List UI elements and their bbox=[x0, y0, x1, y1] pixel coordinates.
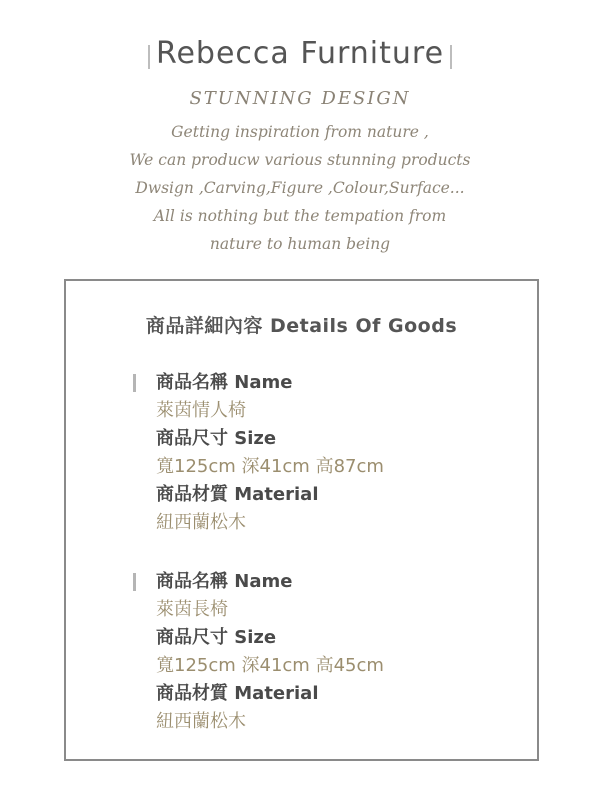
intro-line: Getting inspiration from nature , bbox=[171, 123, 429, 141]
product-size: 寬125cm 深41cm 高45cm bbox=[156, 655, 384, 676]
material-label: 商品材質 Material bbox=[156, 484, 319, 505]
product-marker bbox=[133, 573, 136, 591]
product-size: 寬125cm 深41cm 高87cm bbox=[156, 456, 384, 477]
name-label: 商品名稱 Name bbox=[156, 372, 293, 393]
brand-divider-left bbox=[148, 45, 150, 69]
product-marker bbox=[133, 374, 136, 392]
brand-divider-right bbox=[450, 45, 452, 69]
intro-line: nature to human being bbox=[209, 235, 391, 253]
intro-line: Dwsign ,Carving,Figure ,Colour,Surface... bbox=[135, 179, 465, 197]
details-title: 商品詳細內容 Details Of Goods bbox=[145, 315, 458, 337]
intro-line: We can producw various stunning products bbox=[129, 151, 471, 169]
brand-name: Rebecca Furniture bbox=[155, 36, 445, 71]
product-name: 萊茵情人椅 bbox=[156, 400, 246, 421]
intro-line: All is nothing but the tempation from bbox=[153, 207, 447, 225]
details-panel bbox=[64, 279, 539, 761]
product-info bbox=[156, 568, 384, 736]
name-label: 商品名稱 Name bbox=[156, 571, 293, 592]
product-info bbox=[156, 369, 384, 537]
brand-header bbox=[0, 34, 600, 74]
product-material: 紐西蘭松木 bbox=[156, 512, 246, 533]
size-label: 商品尺寸 Size bbox=[156, 627, 277, 648]
intro-text bbox=[0, 118, 600, 258]
tagline: STUNNING DESIGN bbox=[189, 88, 411, 109]
size-label: 商品尺寸 Size bbox=[156, 428, 277, 449]
product-name: 萊茵長椅 bbox=[156, 599, 228, 620]
material-label: 商品材質 Material bbox=[156, 683, 319, 704]
product-material: 紐西蘭松木 bbox=[156, 711, 246, 732]
